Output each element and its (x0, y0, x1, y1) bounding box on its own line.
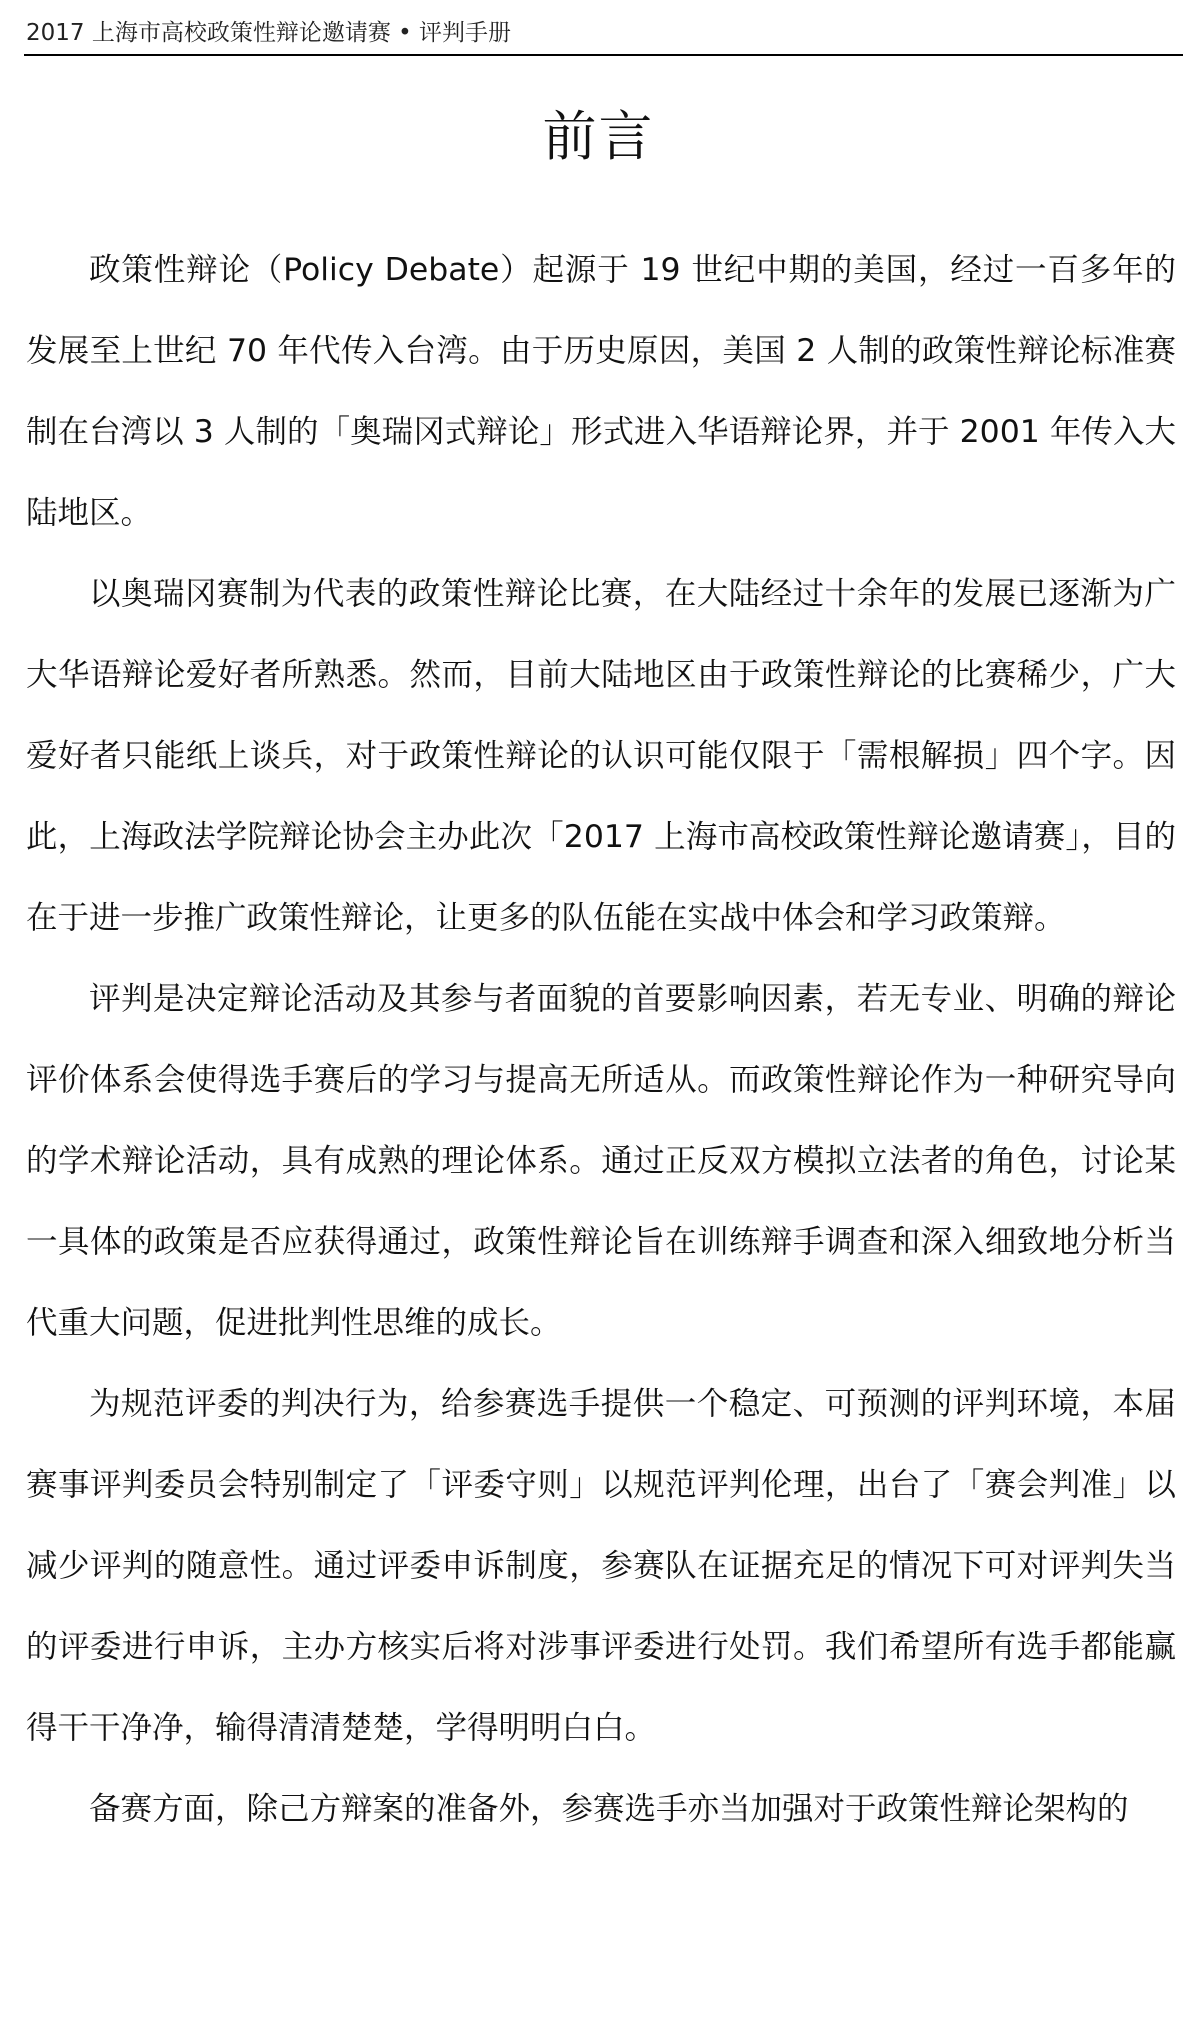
running-header: 2017 上海市高校政策性辩论邀请赛 • 评判手册 (26, 20, 512, 46)
paragraph: 政策性辩论（Policy Debate）起源于 19 世纪中期的美国，经过一百多年的发展至上世纪 70 年代传入台湾。由于历史原因，美国 2 人制的政策性辩论标准赛制在台湾以 3 人制的「奥瑞冈式辩论」形式进入华语辩论界，并于 2001 年传入大陆地区。 (26, 252, 1176, 531)
body-text (26, 230, 1176, 1850)
paragraph: 备赛方面，除己方辩案的准备外，参赛选手亦当加强对于政策性辩论架构的 (89, 1791, 1129, 1827)
page-title: 前言 (542, 105, 655, 168)
paragraph: 为规范评委的判决行为，给参赛选手提供一个稳定、可预测的评判环境，本届赛事评判委员会特别制定了「评委守则」以规范评判伦理，出台了「赛会判准」以减少评判的随意性。通过评委申诉制度，参赛队在证据充足的情况下可对评判失当的评委进行申诉，主办方核实后将对涉事评委进行处罚。我们希望所有选手都能赢得干干净净，输得清清楚楚，学得明明白白。 (26, 1386, 1176, 1746)
header-rule (24, 54, 1183, 56)
paragraph: 以奥瑞冈赛制为代表的政策性辩论比赛，在大陆经过十余年的发展已逐渐为广大华语辩论爱好者所熟悉。然而，目前大陆地区由于政策性辩论的比赛稀少，广大爱好者只能纸上谈兵，对于政策性辩论的认识可能仅限于「需根解损」四个字。因此，上海政法学院辩论协会主办此次「2017 上海市高校政策性辩论邀请赛」，目的在于进一步推广政策性辩论，让更多的队伍能在实战中体会和学习政策辩。 (26, 576, 1176, 936)
paragraph: 评判是决定辩论活动及其参与者面貌的首要影响因素，若无专业、明确的辩论评价体系会使得选手赛后的学习与提高无所适从。而政策性辩论作为一种研究导向的学术辩论活动，具有成熟的理论体系。通过正反双方模拟立法者的角色，讨论某一具体的政策是否应获得通过，政策性辩论旨在训练辩手调查和深入细致地分析当代重大问题，促进批判性思维的成长。 (26, 981, 1176, 1341)
